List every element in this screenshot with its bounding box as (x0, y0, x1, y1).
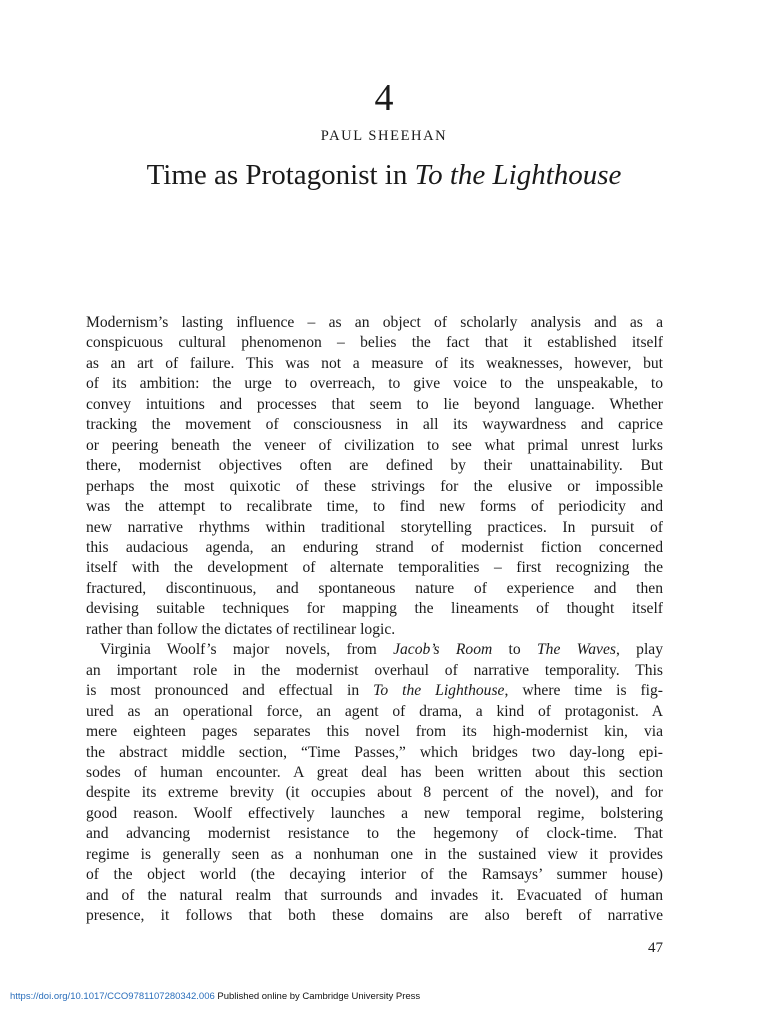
paragraph-2 (86, 640, 663, 926)
text-line: sodes of human encounter. A great deal has been written about this section (86, 763, 663, 781)
book-title-the-waves: The Waves (537, 641, 616, 659)
doi-link[interactable]: https://doi.org/10.1017/CCO9781107280342.006 (10, 991, 215, 1002)
text-line: of its ambition: the urge to overreach, to give voice to the unspeakable, to (86, 375, 663, 393)
book-title-jacobs-room: Jacob’s Room (393, 641, 493, 659)
title-plain: Time as Protagonist in (146, 159, 415, 191)
text-line: rather than follow the dictates of rectilinear logic. (86, 620, 396, 638)
text-line: tracking the movement of consciousness in all its waywardness and caprice (86, 416, 663, 434)
text-line: devising suitable techniques for mapping the lineaments of thought itself (86, 600, 663, 618)
text-line: was the attempt to recalibrate time, to find new forms of periodicity and (86, 498, 663, 516)
text-fragment: Virginia Woolf’s major novels, from (100, 641, 394, 659)
text-line: fractured, discontinuous, and spontaneous nature of experience and then (86, 579, 663, 597)
text-line: and of the natural realm that surrounds and invades it. Evacuated of human (86, 886, 663, 904)
text-line: convey intuitions and processes that seem to lie beyond language. Whether (86, 395, 663, 413)
text-line: itself with the development of alternate temporalities – first recognizing the (86, 559, 663, 577)
page-number: 47 (648, 940, 663, 956)
text-fragment: is most pronounced and effectual in (86, 682, 374, 700)
text-line: Modernism’s lasting influence – as an object of scholarly analysis and as a (86, 314, 663, 331)
text-line: good reason. Woolf effectively launches a new temporal regime, bolstering (86, 804, 663, 822)
title-italic: To the Lighthouse (414, 159, 622, 191)
footer (10, 991, 420, 1002)
text-line: ured as an operational force, an agent of drama, a kind of protagonist. A (86, 702, 663, 720)
text-line (86, 640, 663, 660)
text-line: and advancing modernist resistance to the hegemony of clock-time. That (86, 825, 663, 843)
text-fragment: , where time is fig- (504, 682, 663, 700)
text-line: there, modernist objectives often are defined by their unattainability. But (86, 457, 663, 475)
text-line: regime is generally seen as a nonhuman one in the sustained view it provides (86, 845, 663, 863)
text-line: of the object world (the decaying interior of the Ramsays’ summer house) (86, 866, 663, 884)
chapter-number: 4 (374, 77, 394, 119)
text-fragment: , play (615, 641, 663, 659)
text-line: despite its extreme brevity (it occupies about 8 percent of the novel), and for (86, 784, 663, 802)
text-line: this audacious agenda, an enduring strand of modernist fiction concerned (86, 538, 663, 556)
text-line: mere eighteen pages separates this novel from its high-modernist kin, via (86, 723, 663, 741)
text-line: conspicuous cultural phenomenon – belies the fact that it established itself (86, 334, 663, 352)
publisher-note: Published online by Cambridge University Press (214, 991, 421, 1002)
text-line: presence, it follows that both these domains are also bereft of narrative (86, 907, 663, 925)
book-title-to-the-lighthouse: To the Lighthouse (373, 682, 505, 700)
chapter-title (0, 156, 768, 194)
text-line: perhaps the most quixotic of these strivings for the elusive or impossible (86, 477, 663, 495)
text-line (86, 681, 663, 701)
text-line: or peering beneath the veneer of civilization to see what primal unrest lurks (86, 436, 663, 454)
text-line: new narrative rhythms within traditional storytelling practices. In pursuit of (86, 518, 663, 536)
text-line: as an art of failure. This was not a measure of its weaknesses, however, but (86, 354, 663, 372)
paragraph-1 (86, 313, 663, 640)
text-line: the abstract middle section, “Time Passes,” which bridges two day-long epi- (86, 743, 663, 761)
author-name: PAUL SHEEHAN (320, 128, 448, 144)
text-fragment: to (492, 641, 537, 659)
text-line: an important role in the modernist overhaul of narrative temporality. This (86, 661, 663, 679)
body-text (86, 313, 663, 927)
